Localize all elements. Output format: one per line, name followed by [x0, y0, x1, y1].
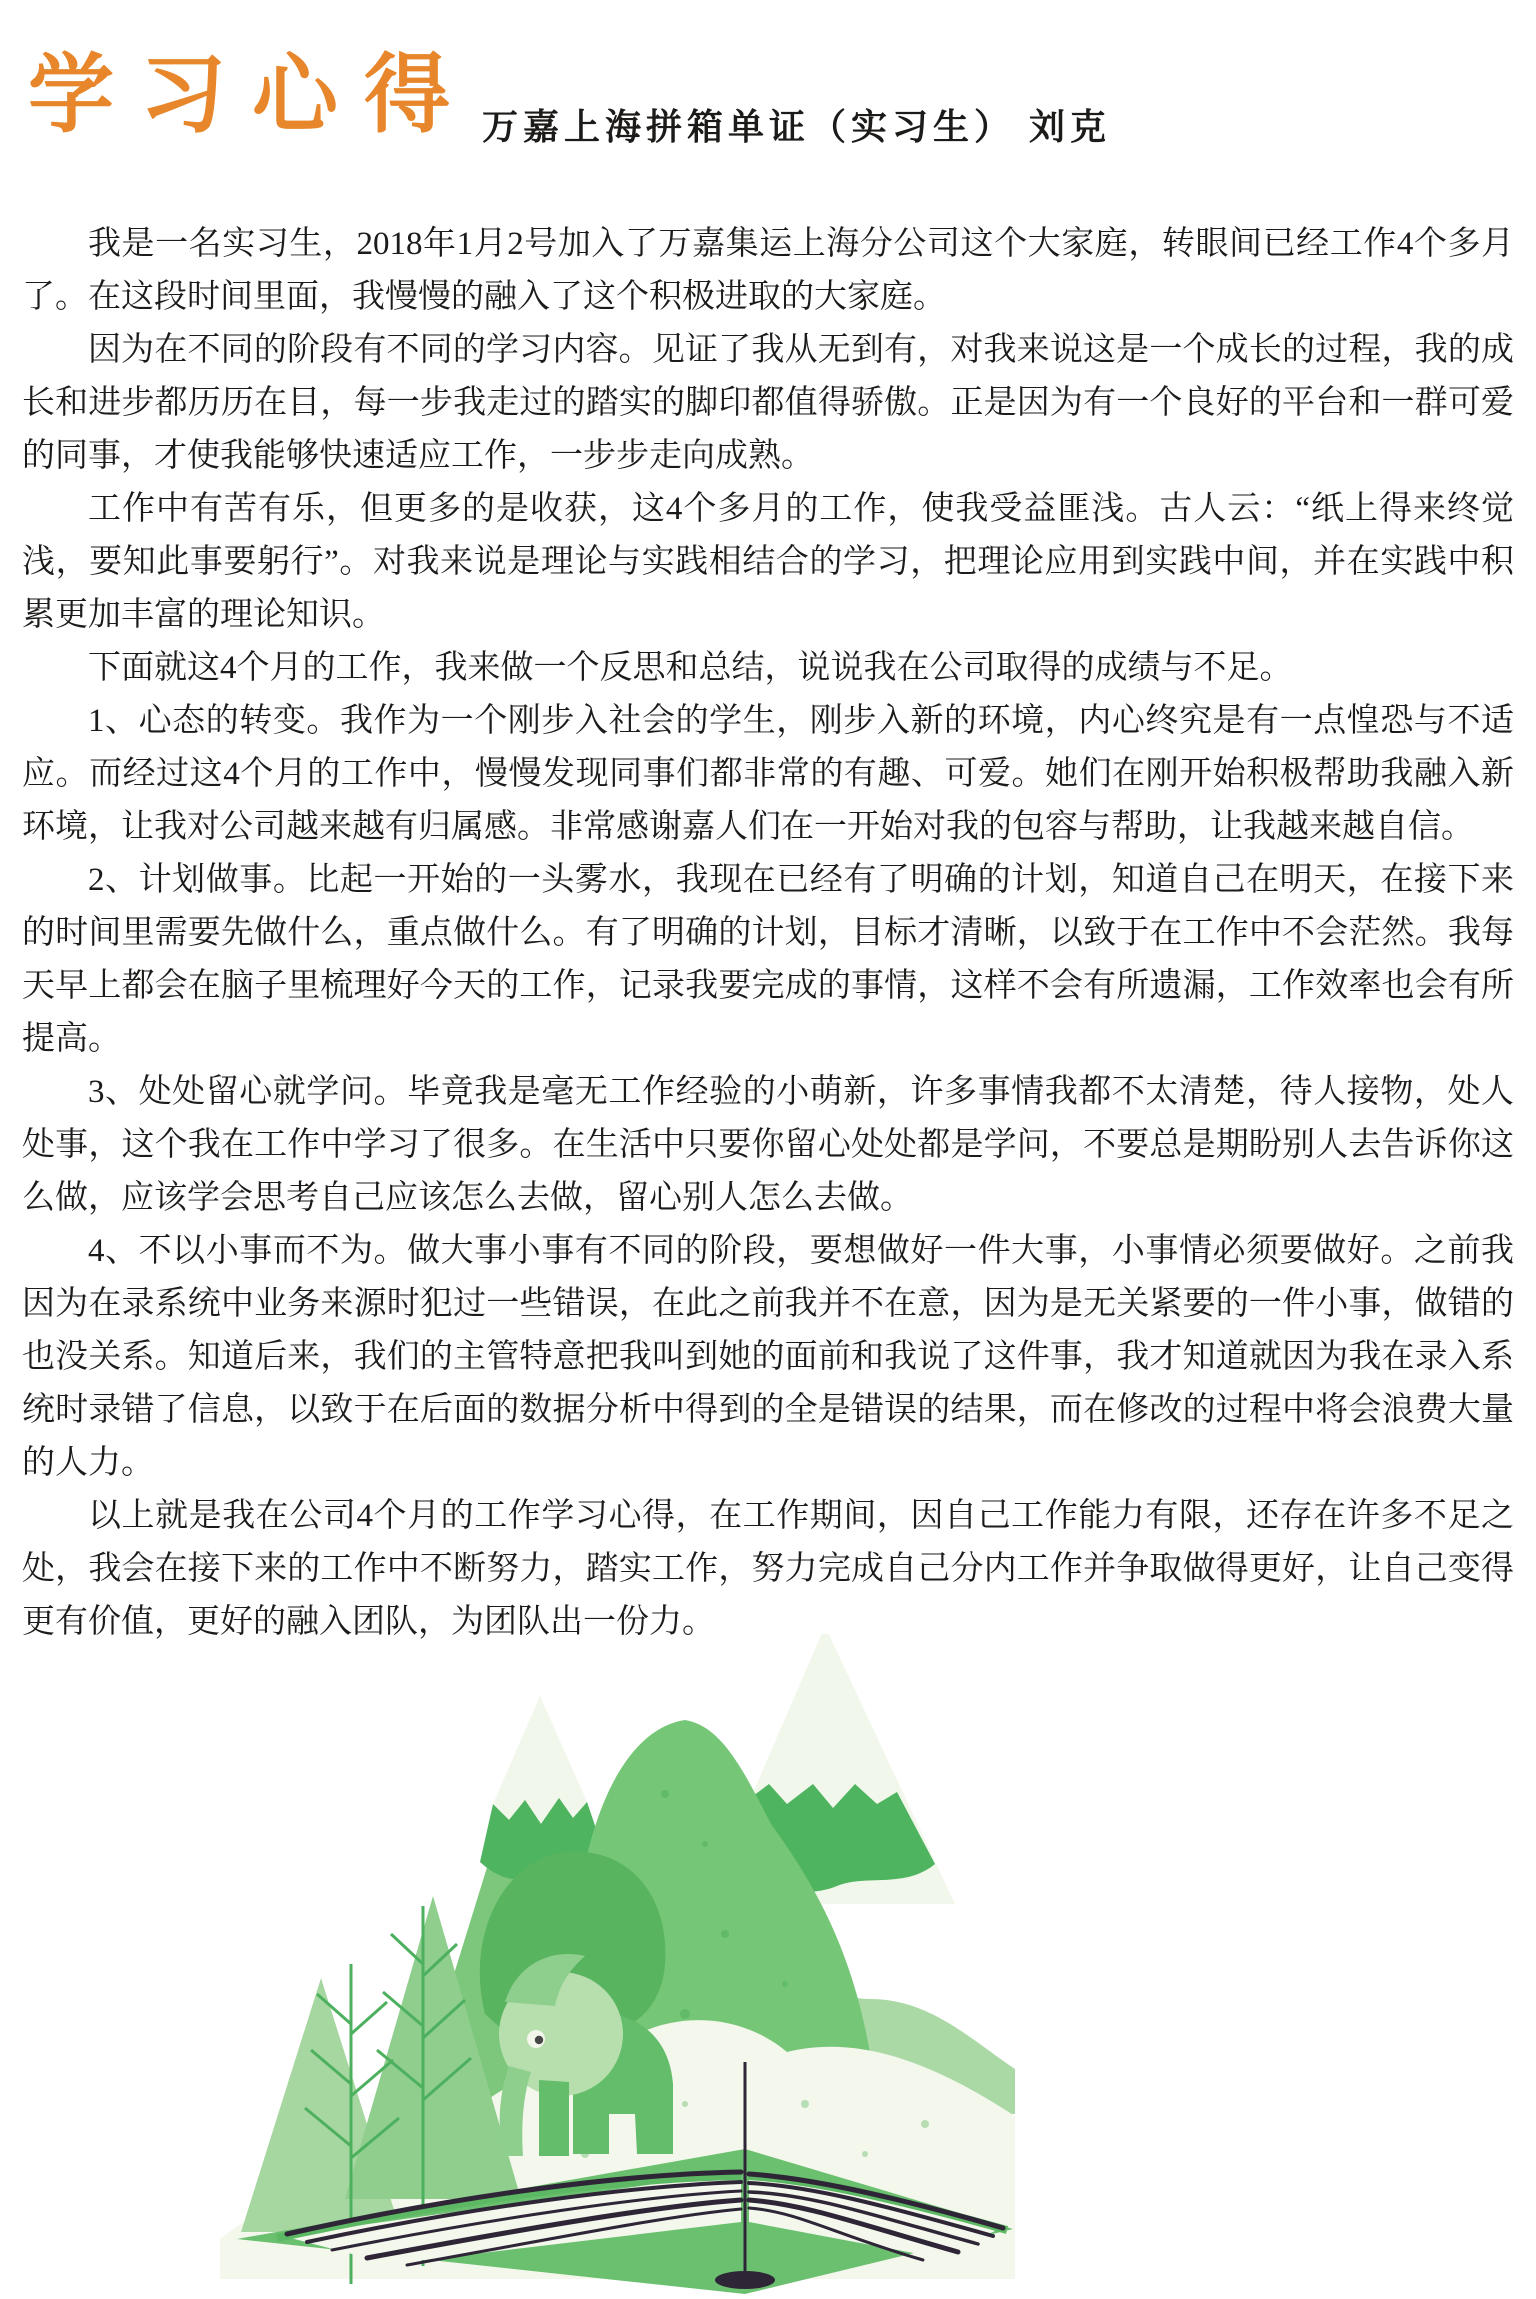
paragraph: 下面就这4个月的工作，我来做一个反思和总结，说说我在公司取得的成绩与不足。	[88, 650, 1293, 687]
book-illustration	[165, 1634, 1015, 2294]
paragraph: 2、计划做事。比起一开始的一头雾水，我现在已经有了明确的计划，知道自己在明天，在接下来的时间里需要先做什么，重点做什么。有了明确的计划，目标才清晰，以致于在工作中不会茫然。我每天早上都会在脑子里梳理好今天的工作，记录我要完成的事情，这样不会有所遗漏，工作效率也会有所提高。	[22, 862, 1514, 1058]
paragraph: 因为在不同的阶段有不同的学习内容。见证了我从无到有，对我来说这是一个成长的过程，我的成长和进步都历历在目，每一步我走过的踏实的脚印都值得骄傲。正是因为有一个良好的平台和一群可爱的同事，才使我能够快速适应工作，一步步走向成熟。	[22, 332, 1514, 475]
paragraph: 以上就是我在公司4个月的工作学习心得，在工作期间，因自己工作能力有限，还存在许多不足之处，我会在接下来的工作中不断努力，踏实工作，努力完成自己分内工作并争取做得更好，让自己变得更有价值，更好的融入团队，为团队出一份力。	[22, 1498, 1514, 1641]
paragraph: 我是一名实习生，2018年1月2号加入了万嘉集运上海分公司这个大家庭，转眼间已经工作4个多月了。在这段时间里面，我慢慢的融入了这个积极进取的大家庭。	[22, 226, 1514, 316]
page-title: 学习心得	[28, 47, 476, 143]
paragraph: 4、不以小事而不为。做大事小事有不同的阶段，要想做好一件大事，小事情必须要做好。之前我因为在录系统中业务来源时犯过一些错误，在此之前我并不在意，因为是无关紧要的一件小事，做错的也没关系。知道后来，我们的主管特意把我叫到她的面前和我说了这件事，我才知道就因为我在录入系统时录错了信息，以致于在后面的数据分析中得到的全是错误的结果，而在修改的过程中将会浪费大量的人力。	[22, 1233, 1514, 1482]
paragraph: 3、处处留心就学问。毕竟我是毫无工作经验的小萌新，许多事情我都不太清楚，待人接物，处人处事，这个我在工作中学习了很多。在生活中只要你留心处处都是学问，不要总是期盼别人去告诉你这么做，应该学会思考自己应该怎么去做，留心别人怎么去做。	[22, 1074, 1514, 1217]
article-body	[0, 218, 1536, 1649]
paragraph: 1、心态的转变。我作为一个刚步入社会的学生，刚步入新的环境，内心终究是有一点惶恐与不适应。而经过这4个月的工作中，慢慢发现同事们都非常的有趣、可爱。她们在刚开始积极帮助我融入新环境，让我对公司越来越有归属感。非常感谢嘉人们在一开始对我的包容与帮助，让我越来越自信。	[22, 703, 1514, 846]
document-header	[0, 0, 1536, 148]
book-spine-shadow	[715, 2271, 775, 2289]
page-subtitle: 万嘉上海拼箱单证（实习生） 刘克	[482, 107, 1112, 148]
open-book-mountains-graphic	[165, 1634, 1015, 2294]
elephant	[480, 1851, 673, 2156]
paragraph: 工作中有苦有乐，但更多的是收获，这4个多月的工作，使我受益匪浅。古人云：“纸上得来终觉浅，要知此事要躬行”。对我来说是理论与实践相结合的学习，把理论应用到实践中间，并在实践中积累更加丰富的理论知识。	[22, 491, 1514, 634]
